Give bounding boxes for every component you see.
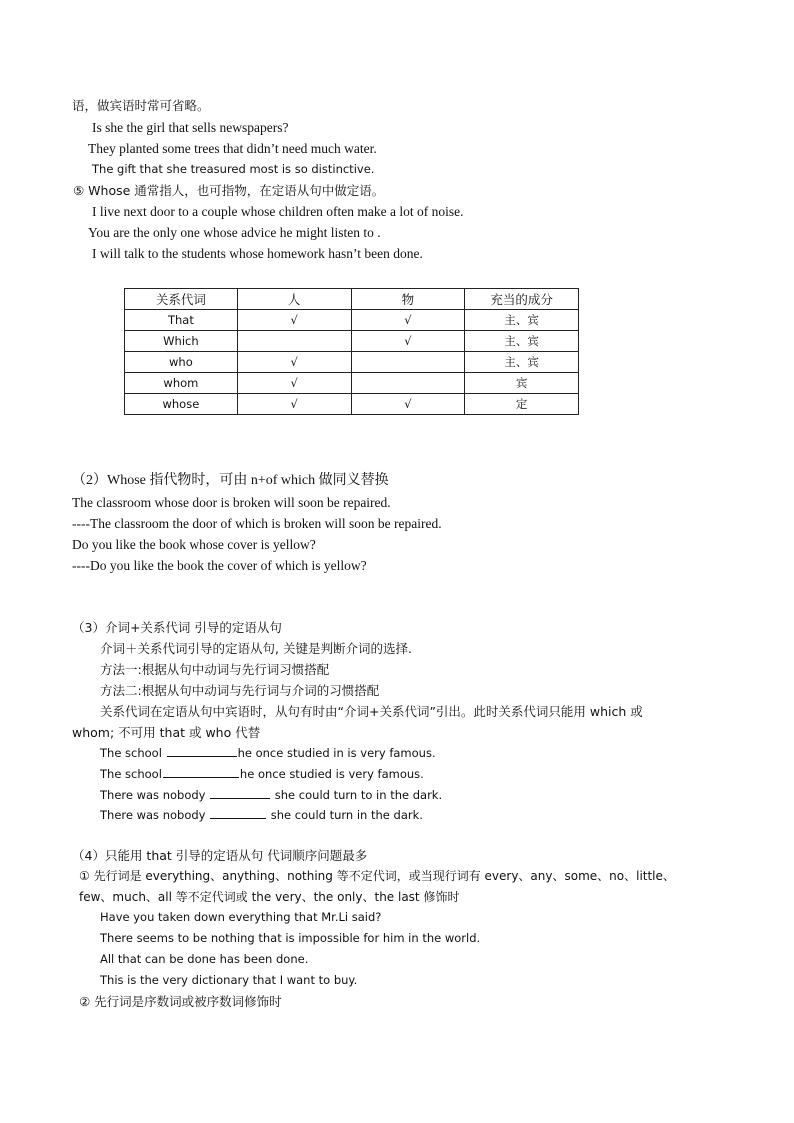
example-sentence: You are the only one whose advice he might listen to . — [88, 225, 381, 240]
sentence-start: There was nobody — [100, 808, 210, 822]
table-cell: Which — [125, 331, 238, 352]
rule-text: whom; 不可用 that 或 who 代替 — [72, 725, 261, 740]
sentence-start: The school — [100, 746, 166, 760]
answer-blank — [210, 806, 266, 819]
example-sentence: There seems to be nothing that is impossible for him in the world. — [100, 931, 481, 945]
table-cell: 主、宾 — [465, 331, 579, 352]
example-sentence: I live next door to a couple whose children often make a lot of noise. — [92, 204, 464, 219]
table-cell: That — [125, 310, 238, 331]
table-row — [125, 373, 579, 394]
fill-blank-sentence — [100, 806, 423, 824]
answer-blank — [167, 744, 237, 757]
table-cell: 主、宾 — [465, 310, 579, 331]
table-header-cell: 充当的成分 — [465, 289, 579, 310]
example-sentence: ----The classroom the door of which is broken will soon be repaired. — [72, 516, 442, 531]
table-cell: 宾 — [465, 373, 579, 394]
table-cell — [351, 373, 465, 394]
table-cell: 主、宾 — [465, 352, 579, 373]
table-row — [125, 394, 579, 415]
fill-blank-sentence — [100, 744, 436, 762]
example-sentence: Do you like the book whose cover is yellow? — [72, 537, 316, 552]
table-cell: √ — [351, 310, 465, 331]
rule-text: 关系代词在定语从句中宾语时，从句有时由“介词+关系代词”引出。此时关系代词只能用 which 或 — [100, 704, 643, 719]
intro-line: 语，做宾语时常可省略。 — [72, 98, 210, 113]
table-cell: 定 — [465, 394, 579, 415]
example-sentence: Is she the girl that sells newspapers? — [92, 120, 289, 135]
part3-heading: （3）介词+关系代词 引导的定语从句 — [72, 620, 282, 635]
rule-text: 介词＋关系代词引导的定语从句, 关键是判断介词的选择. — [100, 641, 412, 656]
table-cell: whom — [125, 373, 238, 394]
table-row — [125, 352, 579, 373]
table-cell: whose — [125, 394, 238, 415]
rule-text: few、much、all 等不定代词或 the very、the only、the last 修饰时 — [79, 890, 460, 904]
table-cell: who — [125, 352, 238, 373]
example-sentence: This is the very dictionary that I want to buy. — [100, 973, 358, 987]
sentence-end: he once studied is very famous. — [239, 767, 424, 781]
table-cell: √ — [237, 394, 351, 415]
sentence-end: he once studied in is very famous. — [237, 746, 436, 760]
sentence-end: she could turn to in the dark. — [271, 788, 443, 802]
table-row — [125, 331, 579, 352]
sentence-start: There was nobody — [100, 788, 210, 802]
table-cell: √ — [237, 310, 351, 331]
table-cell: √ — [351, 331, 465, 352]
rule-text: 方法一:根据从句中动词与先行词习惯搭配 — [100, 662, 330, 677]
example-sentence: All that can be done has been done. — [100, 952, 309, 966]
relative-pronoun-table — [124, 288, 579, 415]
table-cell: √ — [237, 352, 351, 373]
table-cell: √ — [237, 373, 351, 394]
part4-heading: （4）只能用 that 引导的定语从句 代词顺序问题最多 — [72, 848, 368, 863]
example-sentence: They planted some trees that didn’t need much water. — [88, 141, 377, 156]
table-header-cell: 人 — [237, 289, 351, 310]
sentence-start: The school — [100, 767, 162, 781]
answer-blank — [163, 765, 239, 778]
rule-text: ① 先行词是 everything、anything、nothing 等不定代词，或当现行词有 every、any、some、no、little、 — [79, 869, 675, 883]
rule-text: 方法二:根据从句中动词与先行词与介词的习惯搭配 — [100, 683, 380, 698]
whose-heading: ⑤ Whose 通常指人，也可指物，在定语从句中做定语。 — [73, 183, 385, 198]
fill-blank-sentence — [100, 786, 442, 804]
part2-heading: （2）Whose 指代物时，可由 n+of which 做同义替换 — [72, 473, 389, 488]
table-cell: √ — [351, 394, 465, 415]
answer-blank — [210, 786, 270, 799]
table-header-cell: 关系代词 — [125, 289, 238, 310]
example-sentence: ----Do you like the book the cover of which is yellow? — [72, 558, 367, 573]
sentence-end: she could turn in the dark. — [267, 808, 423, 822]
fill-blank-sentence — [100, 765, 424, 783]
example-sentence: Have you taken down everything that Mr.Li said? — [100, 910, 382, 924]
table-header-row — [125, 289, 579, 310]
table-header-cell: 物 — [351, 289, 465, 310]
rule-text: ② 先行词是序数词或被序数词修饰时 — [79, 994, 282, 1009]
table-cell — [237, 331, 351, 352]
example-sentence: The classroom whose door is broken will soon be repaired. — [72, 495, 391, 510]
table-cell — [351, 352, 465, 373]
example-sentence: I will talk to the students whose homework hasn’t been done. — [92, 246, 423, 261]
table-row — [125, 310, 579, 331]
example-sentence: The gift that she treasured most is so distinctive. — [92, 162, 375, 176]
